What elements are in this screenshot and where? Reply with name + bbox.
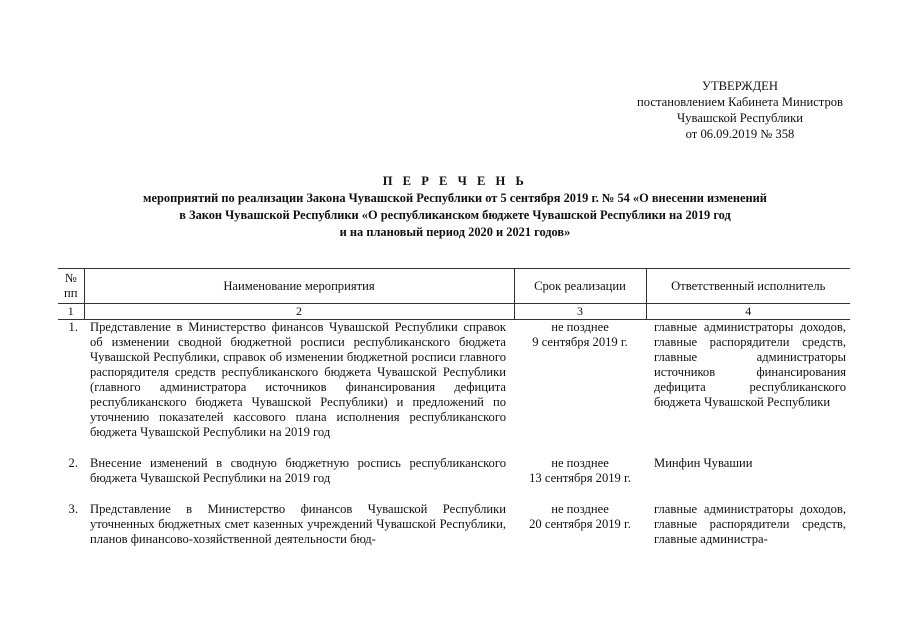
measures-table: [58, 268, 850, 547]
header-responsible: Ответственный исполнитель: [646, 269, 850, 304]
term-line-1: не позднее: [551, 320, 609, 334]
row-spacer: [58, 440, 850, 456]
title-line-1: мероприятий по реализации Закона Чувашской Республики от 5 сентября 2019 г. № 54 «О внесении изменений: [143, 191, 767, 205]
responsible-executor: главные администраторы доходов, главные распорядители средств, главные администраторы источников финансирования дефицита республиканского бюджета Чувашской Республики: [654, 320, 846, 409]
table-column-numbers-row: [58, 304, 850, 320]
measure-name: Представление в Министерство финансов Чувашской Республики справок об изменении сводной бюджетной росписи республиканского бюджета Чувашской Республики, справок об изменении бюджетной росписи главного распорядителя средств республиканского бюджета Чувашской Республики (главного администратора источников финансирования дефицита республиканского бюджета Чувашской Республики) и предложений по уточнению показателей кассового плана исполнения республиканского бюджета Чувашской Республики на 2019 год: [90, 320, 506, 439]
measure-name: Внесение изменений в сводную бюджетную роспись республиканского бюджета Чувашской Республики на 2019 год: [90, 456, 506, 485]
column-number-1: 1: [58, 304, 84, 320]
table-row: [58, 502, 850, 547]
column-number-4: 4: [646, 304, 850, 320]
column-number-3: 3: [514, 304, 646, 320]
table-row: [58, 456, 850, 486]
approval-heading: УТВЕРЖДЕН: [702, 79, 778, 93]
term-line-2: 9 сентября 2019 г.: [532, 335, 628, 349]
approval-line-3: от 06.09.2019 № 358: [685, 127, 795, 141]
term-cell: [514, 456, 646, 486]
document-title: [60, 173, 850, 241]
title-line-2: в Закон Чувашской Республики «О республиканском бюджете Чувашской Республики на 2019 год: [179, 208, 731, 222]
row-number: 3.: [68, 502, 78, 516]
term-line-1: не позднее: [551, 502, 609, 516]
responsible-executor: Минфин Чувашии: [654, 456, 753, 470]
title-main: П Е Р Е Ч Е Н Ь: [382, 174, 528, 188]
term-line-1: не позднее: [551, 456, 609, 470]
approval-line-1: постановлением Кабинета Министров: [637, 95, 843, 109]
header-term: Срок реализации: [514, 269, 646, 304]
responsible-executor: главные администраторы доходов, главные распорядители средств, главные администра-: [654, 502, 846, 546]
header-measure-name: Наименование мероприятия: [84, 269, 514, 304]
measure-name: Представление в Министерство финансов Чувашской Республики уточненных бюджетных смет казенных учреждений Чувашской Республики, планов финансово-хозяйственной деятельности бюд-: [90, 502, 506, 546]
approval-stamp: [610, 78, 870, 142]
table-header-row: [58, 269, 850, 304]
row-number: 2.: [68, 456, 78, 470]
term-cell: [514, 502, 646, 547]
title-line-3: и на плановый период 2020 и 2021 годов»: [339, 225, 571, 239]
row-number: 1.: [68, 320, 78, 334]
row-spacer: [58, 486, 850, 502]
table-row: [58, 320, 850, 441]
column-number-2: 2: [84, 304, 514, 320]
term-line-2: 13 сентября 2019 г.: [529, 471, 631, 485]
term-line-2: 20 сентября 2019 г.: [529, 517, 631, 531]
approval-line-2: Чувашской Республики: [677, 111, 803, 125]
term-cell: [514, 320, 646, 441]
header-number: № пп: [58, 269, 84, 304]
